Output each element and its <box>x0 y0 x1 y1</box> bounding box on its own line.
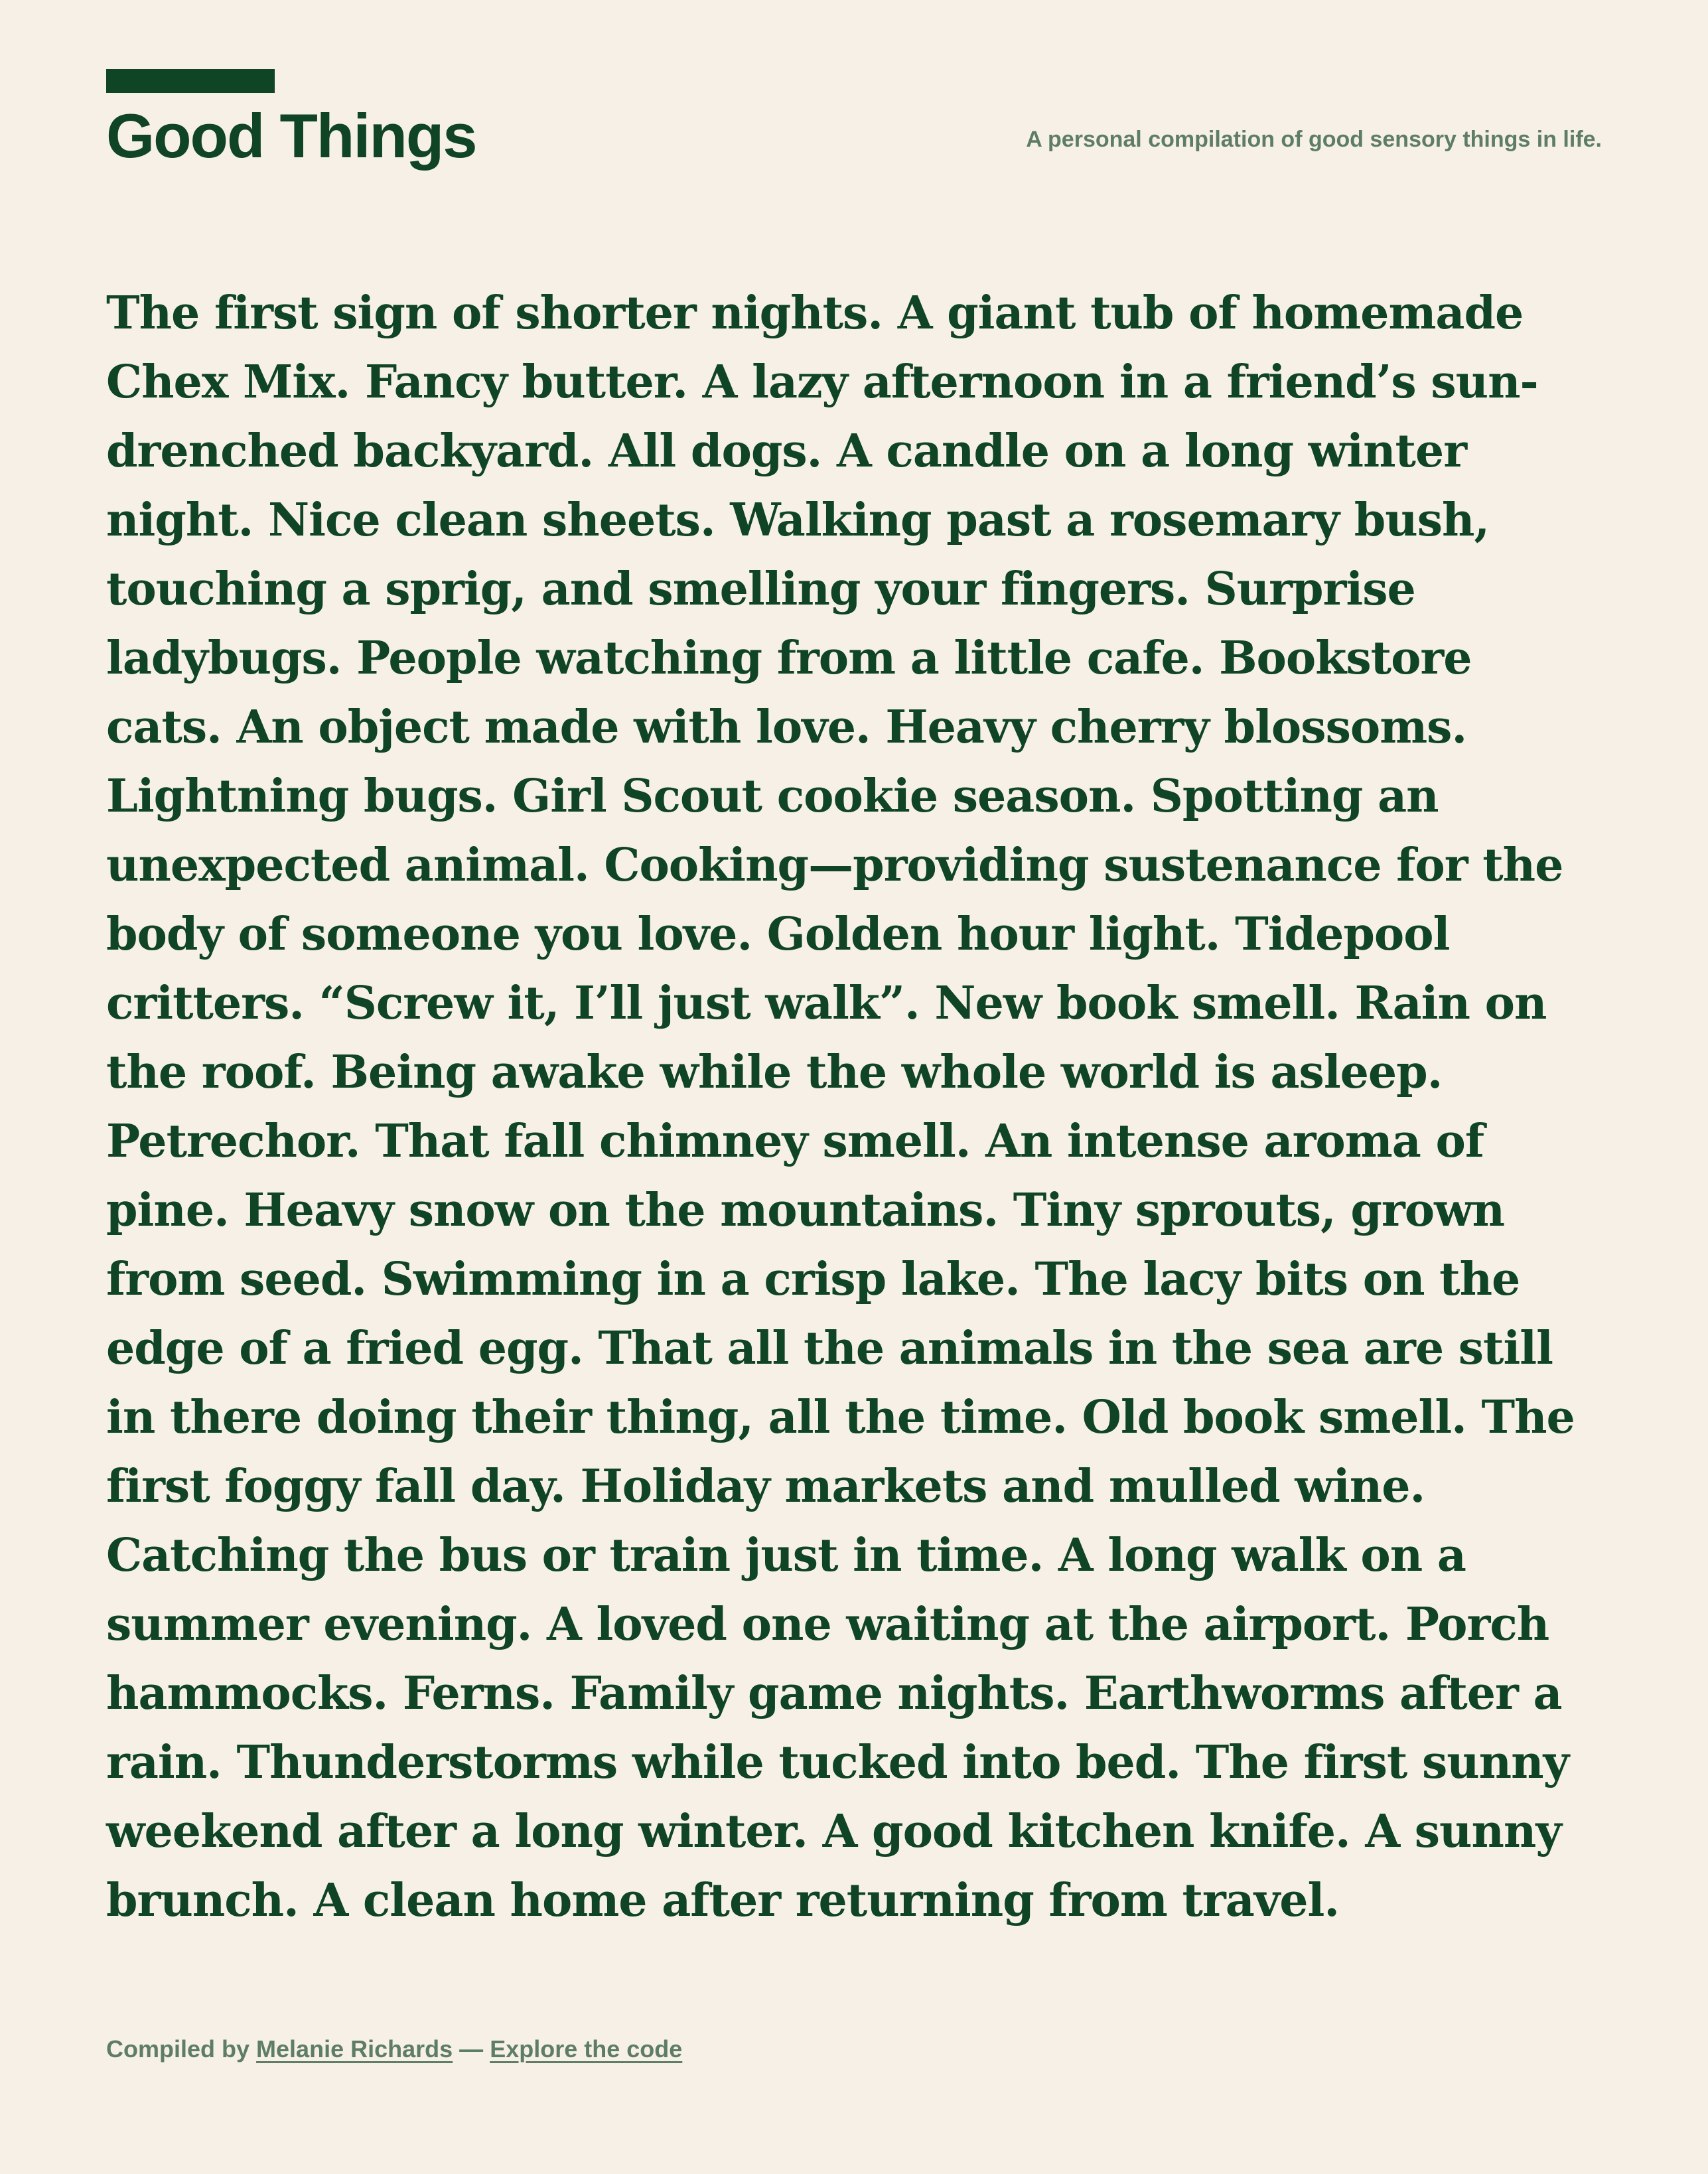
good-things-paragraph: The first sign of shorter nights. A giant tub of homemade Chex Mix. Fancy butter. A lazy afternoon in a friend’s sun-drenched backyard. All dogs. A candle on a long winter night. Nice clean sheets. Walking past a rosemary bush, touching a sprig, and smelling your fingers. Surprise ladybugs. People watching from a little cafe. Bookstore cats. An object made with love. Heavy cherry blossoms. Lightning bugs. Girl Scout cookie season. Spotting an unexpected animal. Cooking—providing sustenance for the body of someone you love. Golden hour light. Tidepool critters. “Screw it, I’ll just walk”. New book smell. Rain on the roof. Being awake while the whole world is asleep. Petrechor. That fall chimney smell. An intense aroma of pine. Heavy snow on the mountains. Tiny sprouts, grown from seed. Swimming in a crisp lake. The lacy bits on the edge of a fried egg. That all the animals in the sea are still in there doing their thing, all the time. Old book smell. The first foggy fall day. Holiday markets and mulled wine. Catching the bus or train just in time. A long walk on a summer evening. A loved one waiting at the airport. Porch hammocks. Ferns. Family game nights. Earthworms after a rain. Thunderstorms while tucked into bed. The first sunny weekend after a long winter. A good kitchen knife. A sunny brunch. A clean home after returning from travel. <box>106 287 1575 1927</box>
site-title: Good Things <box>106 101 476 171</box>
explore-code-link[interactable]: Explore the code <box>490 2035 683 2063</box>
footer-prefix: Compiled by <box>106 2035 250 2063</box>
author-link[interactable]: Melanie Richards <box>256 2035 453 2063</box>
title-accent-bar <box>106 69 275 93</box>
site-tagline: A personal compilation of good sensory things in life. <box>1026 127 1602 152</box>
page <box>106 69 1602 1927</box>
good-things-list <box>106 279 1602 1935</box>
site-header <box>106 69 1602 182</box>
footer-separator: — <box>459 2035 484 2063</box>
site-footer <box>106 2035 682 2063</box>
